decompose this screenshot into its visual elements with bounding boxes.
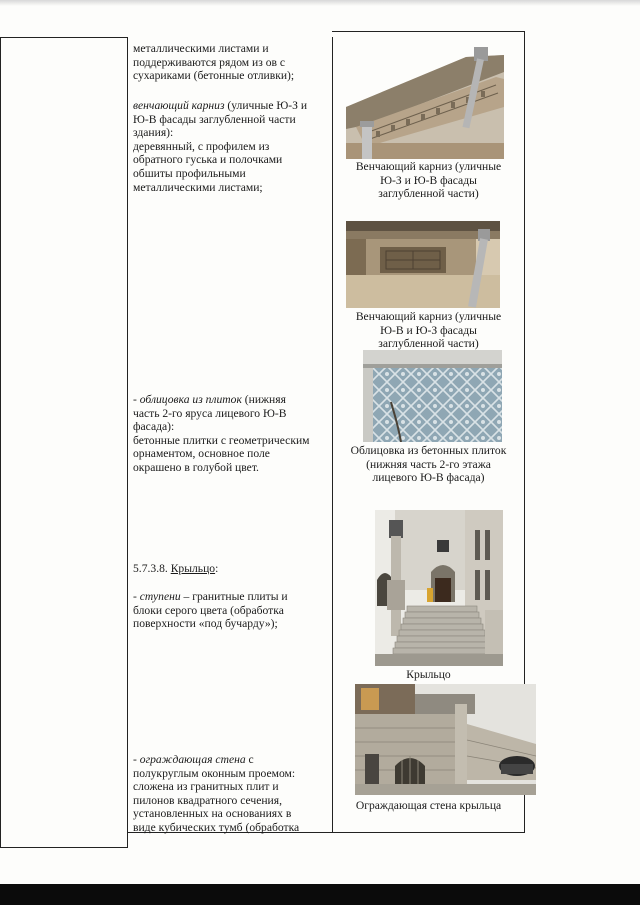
text-line: установленных на основаниях в [133, 807, 292, 821]
section-title: Крыльцо [170, 562, 216, 575]
text-line: металлическими листами и [133, 42, 269, 55]
term-wall: ограждающая стена [139, 753, 246, 766]
description-block-tiles: - облицовка из плиток (нижняя часть 2-го яруса лицевого Ю-В фасада): бетонные плитки с геометрическим орнаментом, основное поле окрашено в голубой цвет. [133, 393, 310, 474]
text-line: орнаментом, основное поле [133, 447, 270, 461]
term-cornice: венчающий карниз [133, 99, 225, 112]
text-line: окрашено в голубой цвет. [133, 460, 259, 474]
table-divider-1 [127, 37, 128, 848]
text-line: полукруглым оконным проемом: [133, 766, 296, 780]
caption-wall: Ограждающая стена крыльца [355, 799, 502, 812]
section-heading: 5.7.3.8. Крыльцо: [133, 562, 219, 575]
text-line: часть 2-го яруса лицевого Ю-В [133, 406, 287, 420]
table-top-line-right [332, 31, 525, 32]
caption-cornice-1: Венчающий карниз (уличные Ю-З и Ю-В фасады заглубленной части) [355, 160, 502, 201]
text-line: обшиты профильными [133, 166, 246, 180]
text-line: фасада): [133, 420, 175, 434]
photo-tiles [363, 350, 502, 442]
section-number: 5.7.3.8. [133, 562, 171, 575]
text-line: виде кубических тумб (обработка [133, 820, 300, 834]
text-line: Ю-В фасады заглубленной части [133, 112, 296, 126]
text-line: (уличные Ю-З и [224, 99, 308, 112]
text-line: обратного гуська и полочками [133, 153, 283, 167]
photo-cornice-2 [346, 221, 500, 308]
scan-top-edge [0, 0, 640, 6]
text-line: здания): [133, 126, 174, 140]
photo-porch [375, 510, 503, 666]
scan-bottom-edge [0, 884, 640, 905]
photo-wall [355, 684, 536, 795]
table-border-left [0, 37, 1, 848]
caption-tiles: Облицовка из бетонных плиток (нижняя часть 2-го этажа лицевого Ю-В фасада) [350, 444, 507, 485]
text-line: поверхности «под бучарду»); [133, 617, 278, 631]
caption-cornice-2: Венчающий карниз (уличные Ю-В и Ю-З фасады заглубленной части) [355, 310, 502, 351]
description-block-wall: - ограждающая стена с полукруглым оконным проемом: сложена из гранитных плит и пилонов квадратного сечения, установленных на основаниях в виде кубических тумб (обработка [133, 753, 300, 834]
photo-cornice-1 [346, 47, 504, 159]
term-steps: ступени [139, 590, 181, 603]
description-block-1 [133, 42, 294, 83]
description-block-steps: - ступени – гранитные плиты и блоки серого цвета (обработка поверхности «под бучарду»); [133, 590, 288, 631]
term-tiles: облицовка из плиток [139, 393, 242, 406]
table-bottom-line [0, 847, 127, 848]
text-line: металлическими листами; [133, 180, 263, 194]
text-line: блоки серого цвета (обработка [133, 603, 284, 617]
text-line: сложена из гранитных плит и [133, 780, 279, 794]
text-line: поддерживаются рядом из ов с [133, 55, 286, 69]
text-line: пилонов квадратного сечения, [133, 793, 282, 807]
description-block-cornice [133, 99, 307, 194]
text-line: бетонные плитки с геометрическим [133, 433, 310, 447]
text-line: деревянный, с профилем из [133, 139, 270, 153]
table-top-line [0, 37, 127, 38]
caption-porch: Крыльцо [406, 668, 451, 681]
table-divider-2 [332, 37, 333, 832]
text-line: сухариками (бетонные отливки); [133, 69, 295, 83]
